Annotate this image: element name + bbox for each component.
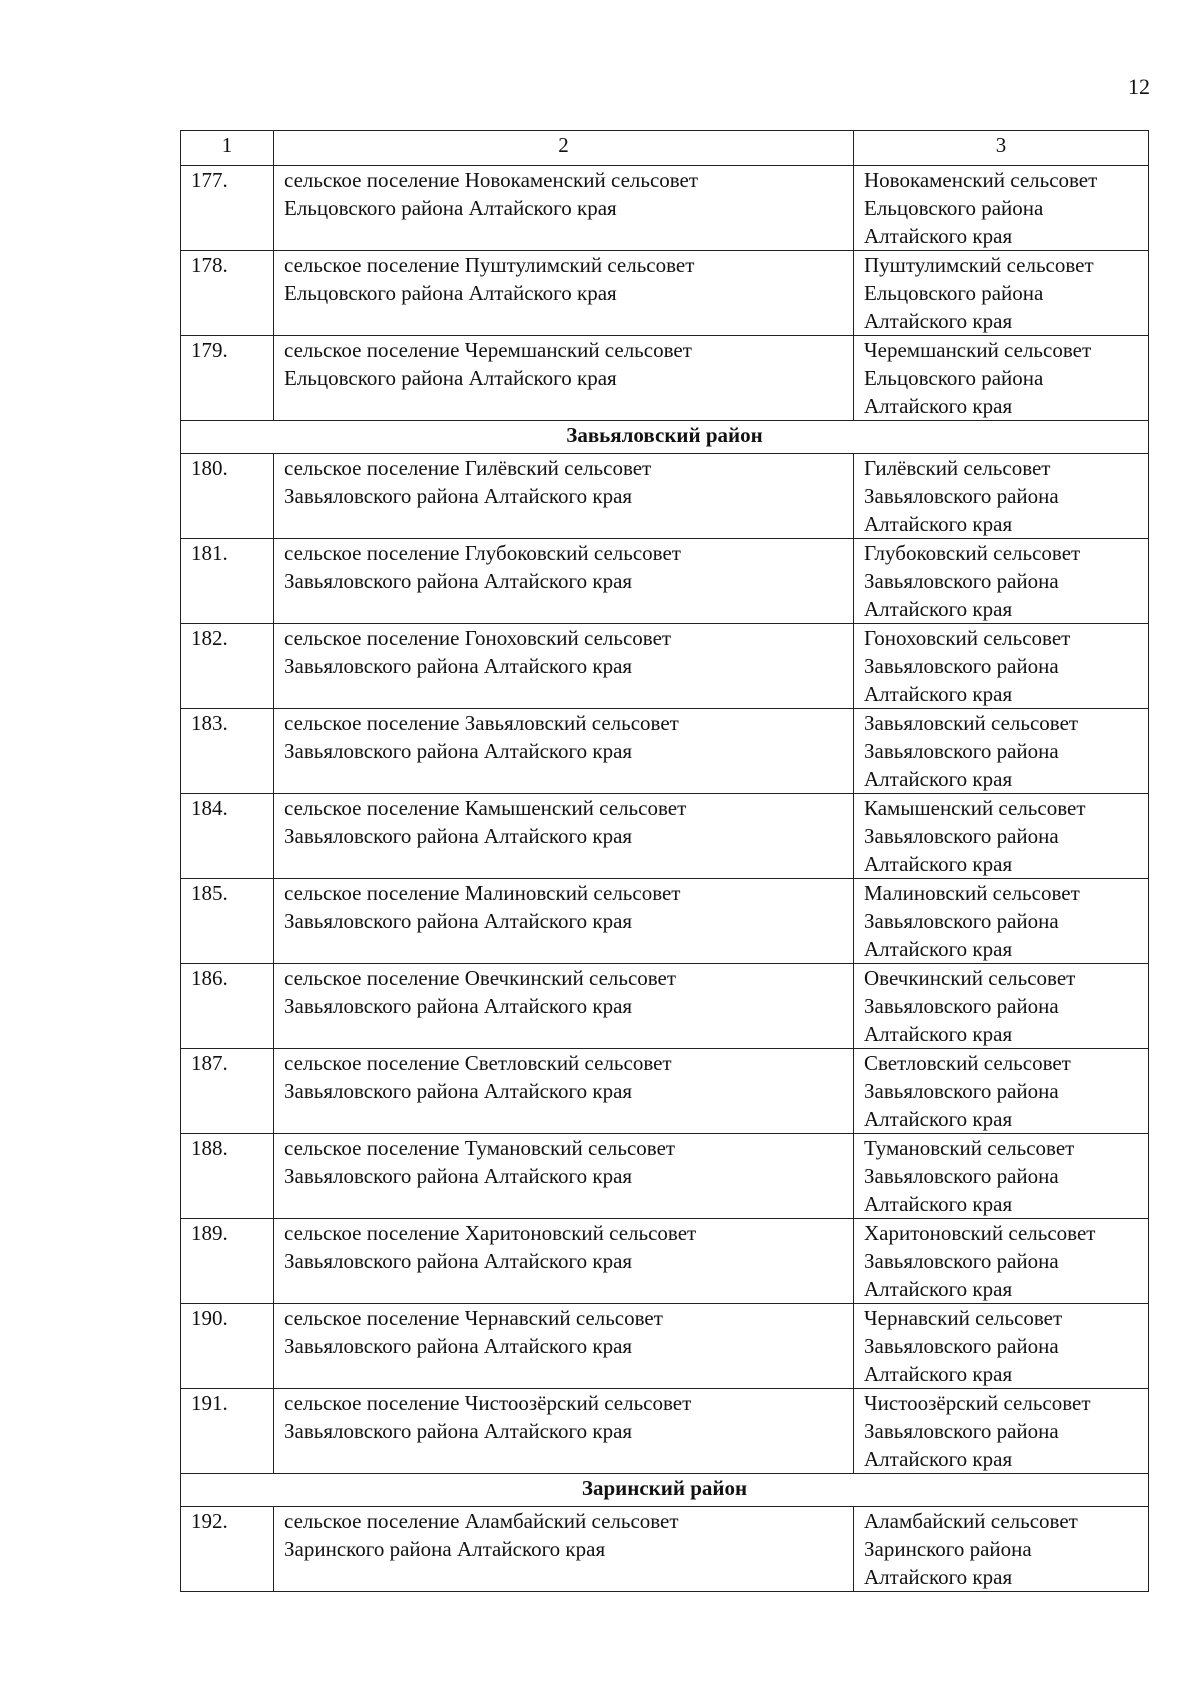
council-name-line: Завьяловский сельсовет <box>864 711 1079 735</box>
settlement-name-line: сельское поселение Тумановский сельсовет <box>284 1136 676 1160</box>
council-name-line: Глубоковский сельсовет <box>864 541 1081 565</box>
council-name-line: Алтайского края <box>864 1192 1013 1216</box>
council-name-cell <box>854 709 1149 794</box>
council-name-line: Алтайского края <box>864 224 1013 248</box>
row-number: 185. <box>181 879 274 964</box>
settlement-name-line: Завьяловского района Алтайского края <box>284 1249 633 1273</box>
council-name-line: Чистоозёрский сельсовет <box>864 1391 1091 1415</box>
settlement-name-line: сельское поселение Аламбайский сельсовет <box>284 1509 679 1533</box>
council-name-line: Ельцовского района <box>864 281 1044 305</box>
settlement-name-line: сельское поселение Гоноховский сельсовет <box>284 626 672 650</box>
settlement-name-cell <box>274 1389 854 1474</box>
council-name-cell <box>854 1389 1149 1474</box>
settlement-name-line: сельское поселение Овечкинский сельсовет <box>284 966 677 990</box>
table-row <box>181 1219 1149 1304</box>
council-name-line: Алтайского края <box>864 394 1013 418</box>
council-name-line: Аламбайский сельсовет <box>864 1509 1078 1533</box>
row-number: 184. <box>181 794 274 879</box>
settlement-name-cell <box>274 879 854 964</box>
settlement-name-cell <box>274 1049 854 1134</box>
council-name-line: Заринского района <box>864 1537 1032 1561</box>
table-row <box>181 1507 1149 1592</box>
row-number: 190. <box>181 1304 274 1389</box>
settlement-name-line: Завьяловского района Алтайского края <box>284 484 633 508</box>
settlement-name-line: сельское поселение Харитоновский сельсовет <box>284 1221 697 1245</box>
settlement-name-cell <box>274 1134 854 1219</box>
district-title: Завьяловский район <box>181 421 1149 454</box>
table-row <box>181 539 1149 624</box>
settlement-name-line: сельское поселение Черемшанский сельсовет <box>284 338 692 362</box>
settlement-name-line: сельское поселение Чистоозёрский сельсовет <box>284 1391 692 1415</box>
row-number: 182. <box>181 624 274 709</box>
council-name-cell <box>854 251 1149 336</box>
council-name-line: Алтайского края <box>864 937 1013 961</box>
header-row <box>181 131 1149 166</box>
settlement-name-cell <box>274 964 854 1049</box>
settlement-name-line: Заринского района Алтайского края <box>284 1537 606 1561</box>
table-row <box>181 1134 1149 1219</box>
settlement-name-line: сельское поселение Чернавский сельсовет <box>284 1306 663 1330</box>
settlement-name-line: Завьяловского района Алтайского края <box>284 654 633 678</box>
settlement-name-cell <box>274 539 854 624</box>
column-header-3: 3 <box>854 131 1149 166</box>
council-name-line: Завьяловского района <box>864 1164 1059 1188</box>
council-name-line: Алтайского края <box>864 682 1013 706</box>
council-name-cell <box>854 624 1149 709</box>
row-number: 187. <box>181 1049 274 1134</box>
council-name-line: Малиновский сельсовет <box>864 881 1080 905</box>
council-name-line: Алтайского края <box>864 767 1013 791</box>
council-name-cell <box>854 1219 1149 1304</box>
council-name-line: Черемшанский сельсовет <box>864 338 1092 362</box>
council-name-cell <box>854 1507 1149 1592</box>
council-name-line: Овечкинский сельсовет <box>864 966 1076 990</box>
council-name-line: Завьяловского района <box>864 909 1059 933</box>
settlement-name-line: сельское поселение Глубоковский сельсовет <box>284 541 681 565</box>
district-title: Заринский район <box>181 1474 1149 1507</box>
settlement-name-cell <box>274 1219 854 1304</box>
settlement-name-line: сельское поселение Камышенский сельсовет <box>284 796 687 820</box>
council-name-cell <box>854 336 1149 421</box>
council-name-line: Алтайского края <box>864 309 1013 333</box>
settlements-table <box>180 130 1149 1592</box>
council-name-line: Пуштулимский сельсовет <box>864 253 1094 277</box>
row-number: 179. <box>181 336 274 421</box>
settlement-name-line: Ельцовского района Алтайского края <box>284 196 617 220</box>
row-number: 180. <box>181 454 274 539</box>
column-header-1: 1 <box>181 131 274 166</box>
council-name-cell <box>854 879 1149 964</box>
settlement-name-cell <box>274 624 854 709</box>
council-name-line: Гилёвский сельсовет <box>864 456 1051 480</box>
settlement-name-cell <box>274 166 854 251</box>
settlement-name-line: Завьяловского района Алтайского края <box>284 1079 633 1103</box>
council-name-cell <box>854 794 1149 879</box>
council-name-cell <box>854 1134 1149 1219</box>
settlement-name-cell <box>274 251 854 336</box>
council-name-line: Камышенский сельсовет <box>864 796 1086 820</box>
council-name-line: Харитоновский сельсовет <box>864 1221 1096 1245</box>
row-number: 191. <box>181 1389 274 1474</box>
council-name-line: Завьяловского района <box>864 824 1059 848</box>
council-name-cell <box>854 1304 1149 1389</box>
settlement-name-cell <box>274 1304 854 1389</box>
settlement-name-cell <box>274 794 854 879</box>
council-name-cell <box>854 166 1149 251</box>
council-name-cell <box>854 1049 1149 1134</box>
council-name-cell <box>854 539 1149 624</box>
settlement-name-line: Завьяловского района Алтайского края <box>284 909 633 933</box>
council-name-line: Алтайского края <box>864 512 1013 536</box>
settlement-name-cell <box>274 709 854 794</box>
council-name-line: Завьяловского района <box>864 1419 1059 1443</box>
settlement-name-cell <box>274 336 854 421</box>
table-row <box>181 251 1149 336</box>
row-number: 192. <box>181 1507 274 1592</box>
table-row <box>181 879 1149 964</box>
settlement-name-line: Завьяловского района Алтайского края <box>284 1334 633 1358</box>
row-number: 188. <box>181 1134 274 1219</box>
district-section-row <box>181 1474 1149 1507</box>
council-name-line: Алтайского края <box>864 1447 1013 1471</box>
settlement-name-cell <box>274 454 854 539</box>
council-name-line: Тумановский сельсовет <box>864 1136 1075 1160</box>
settlement-name-line: сельское поселение Новокаменский сельсовет <box>284 168 699 192</box>
table-row <box>181 794 1149 879</box>
council-name-line: Ельцовского района <box>864 196 1044 220</box>
council-name-line: Завьяловского района <box>864 1249 1059 1273</box>
council-name-line: Завьяловского района <box>864 484 1059 508</box>
column-header-2: 2 <box>274 131 854 166</box>
settlement-name-line: сельское поселение Малиновский сельсовет <box>284 881 681 905</box>
row-number: 181. <box>181 539 274 624</box>
table-row <box>181 709 1149 794</box>
table-row <box>181 1389 1149 1474</box>
council-name-line: Гоноховский сельсовет <box>864 626 1071 650</box>
council-name-line: Алтайского края <box>864 1565 1013 1589</box>
row-number: 178. <box>181 251 274 336</box>
table-row <box>181 1049 1149 1134</box>
table-row <box>181 454 1149 539</box>
row-number: 186. <box>181 964 274 1049</box>
settlement-name-line: сельское поселение Пуштулимский сельсовет <box>284 253 695 277</box>
council-name-line: Чернавский сельсовет <box>864 1306 1063 1330</box>
council-name-line: Завьяловского района <box>864 994 1059 1018</box>
council-name-cell <box>854 454 1149 539</box>
council-name-line: Ельцовского района <box>864 366 1044 390</box>
council-name-line: Алтайского края <box>864 1277 1013 1301</box>
council-name-cell <box>854 964 1149 1049</box>
settlement-name-line: Завьяловского района Алтайского края <box>284 1419 633 1443</box>
page-number: 12 <box>1128 74 1150 99</box>
table-row <box>181 166 1149 251</box>
settlement-name-line: Завьяловского района Алтайского края <box>284 824 633 848</box>
settlement-name-line: сельское поселение Завьяловский сельсовет <box>284 711 679 735</box>
settlement-name-line: Ельцовского района Алтайского края <box>284 281 617 305</box>
council-name-line: Завьяловского района <box>864 1334 1059 1358</box>
council-name-line: Новокаменский сельсовет <box>864 168 1098 192</box>
council-name-line: Алтайского края <box>864 597 1013 621</box>
council-name-line: Алтайского края <box>864 1107 1013 1131</box>
settlement-name-line: Завьяловского района Алтайского края <box>284 994 633 1018</box>
settlement-name-cell <box>274 1507 854 1592</box>
council-name-line: Завьяловского района <box>864 739 1059 763</box>
row-number: 189. <box>181 1219 274 1304</box>
council-name-line: Алтайского края <box>864 1362 1013 1386</box>
settlement-name-line: Завьяловского района Алтайского края <box>284 569 633 593</box>
council-name-line: Алтайского края <box>864 1022 1013 1046</box>
settlement-name-line: сельское поселение Гилёвский сельсовет <box>284 456 652 480</box>
settlement-name-line: Завьяловского района Алтайского края <box>284 739 633 763</box>
table-row <box>181 1304 1149 1389</box>
council-name-line: Завьяловского района <box>864 654 1059 678</box>
district-section-row <box>181 421 1149 454</box>
council-name-line: Завьяловского района <box>864 1079 1059 1103</box>
settlement-name-line: Ельцовского района Алтайского края <box>284 366 617 390</box>
settlement-name-line: Завьяловского района Алтайского края <box>284 1164 633 1188</box>
table-row <box>181 624 1149 709</box>
council-name-line: Алтайского края <box>864 852 1013 876</box>
table-row <box>181 336 1149 421</box>
row-number: 177. <box>181 166 274 251</box>
settlement-name-line: сельское поселение Светловский сельсовет <box>284 1051 672 1075</box>
table-body <box>181 131 1149 1592</box>
row-number: 183. <box>181 709 274 794</box>
council-name-line: Завьяловского района <box>864 569 1059 593</box>
council-name-line: Светловский сельсовет <box>864 1051 1071 1075</box>
table-row <box>181 964 1149 1049</box>
